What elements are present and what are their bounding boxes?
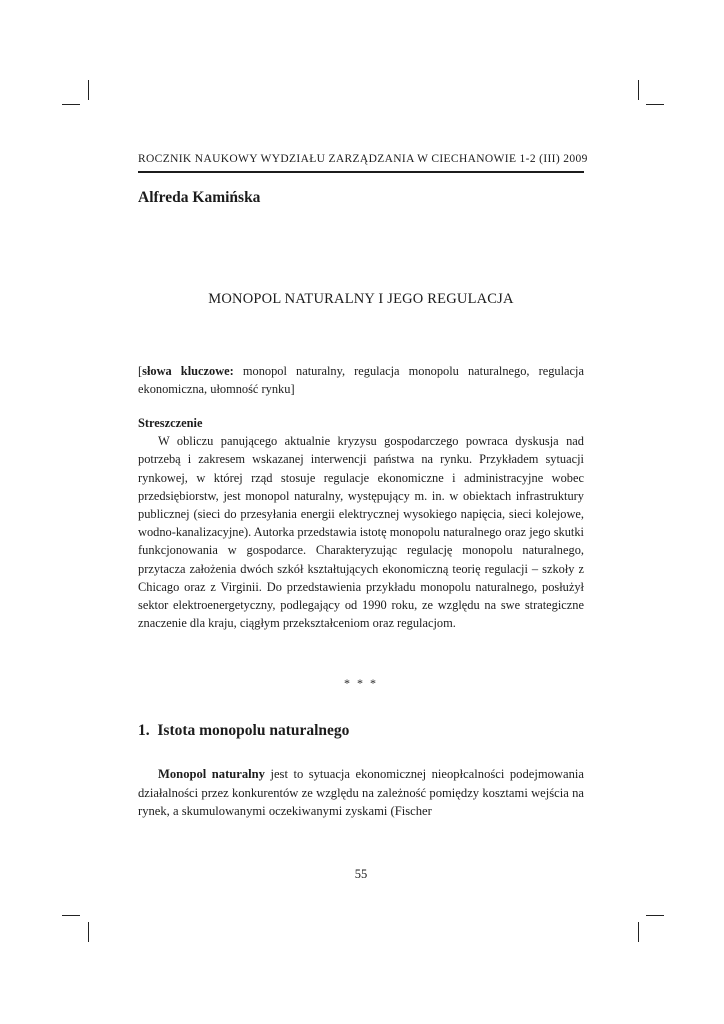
- abstract-block: [138, 414, 584, 632]
- crop-mark-top-left-h: [62, 104, 80, 105]
- keywords-text: monopol naturalny, regulacja monopolu naturalnego, regulacja ekonomiczna, ułomność rynku: [138, 364, 584, 397]
- section-title: Istota monopolu naturalnego: [157, 722, 350, 739]
- section-number: 1.: [138, 722, 150, 739]
- section-heading: [138, 722, 349, 740]
- keywords-block: [138, 362, 584, 398]
- section-separator: * * *: [344, 676, 378, 690]
- abstract-text: W obliczu panującego aktualnie kryzysu gospodarczego powraca dyskusja nad potrzebą i zakresem wskazanej interwencji państwa na rynku. Przykładem sytuacji rynkowej, w której rząd stosuje regulacje ekonomiczne i administracyjne wobec przedsiębiorstw, jest monopol naturalny, występujący m. in. w obiektach infrastruktury publicznej (sieci do przesyłania energii elektrycznej wysokiego napięcia, sieci kolejowe, wodno-kanalizacyjne). Autorka przedstawia istotę monopolu naturalnego oraz jego skutki funkcjonowania w gospodarce. Charakteryzując regulację monopolu naturalnego, przytacza założenia dwóch szkół kształtujących ekonomiczną teorię regulacji – szkoły z Chicago oraz z Virginii. Do przedstawienia przykładu monopolu naturalnego, posłużył sektor elektroenergetyczny, podlegający od 1990 roku, ze względu na swe strategiczne znaczenie dla kraju, ciągłym przekształceniom oraz regulacjom.: [138, 434, 584, 631]
- header-rule: [138, 171, 584, 173]
- keywords-label: słowa kluczowe:: [142, 364, 234, 378]
- author-name: Alfreda Kamińska: [138, 189, 261, 206]
- crop-mark-bottom-right-h: [646, 915, 664, 916]
- crop-mark-top-right-v: [638, 80, 639, 100]
- crop-mark-top-right-h: [646, 104, 664, 105]
- crop-mark-bottom-left-h: [62, 915, 80, 916]
- keywords-close-bracket: ]: [290, 382, 295, 397]
- article-title: MONOPOL NATURALNY I JEGO REGULACJA: [208, 291, 514, 307]
- crop-mark-bottom-right-v: [638, 922, 639, 942]
- body-paragraph: [138, 765, 584, 821]
- crop-mark-bottom-left-v: [88, 922, 89, 942]
- running-header: ROCZNIK NAUKOWY WYDZIAŁU ZARZĄDZANIA W CIECHANOWIE 1-2 (III) 2009: [138, 153, 588, 165]
- keywords-open-bracket: [: [138, 364, 143, 378]
- body-text: jest to sytuacja ekonomicznej nieopłcalności podejmowania działalności przez konkurentów ze względu na zależność pomiędzy kosztami wejścia na rynek, a skumulowanymi oczekiwanymi zyskami (Fischer: [138, 767, 584, 819]
- abstract-heading: Streszczenie: [138, 416, 203, 430]
- crop-mark-top-left-v: [88, 80, 89, 100]
- page-number: 55: [354, 867, 368, 881]
- body-term: Monopol naturalny: [158, 767, 265, 781]
